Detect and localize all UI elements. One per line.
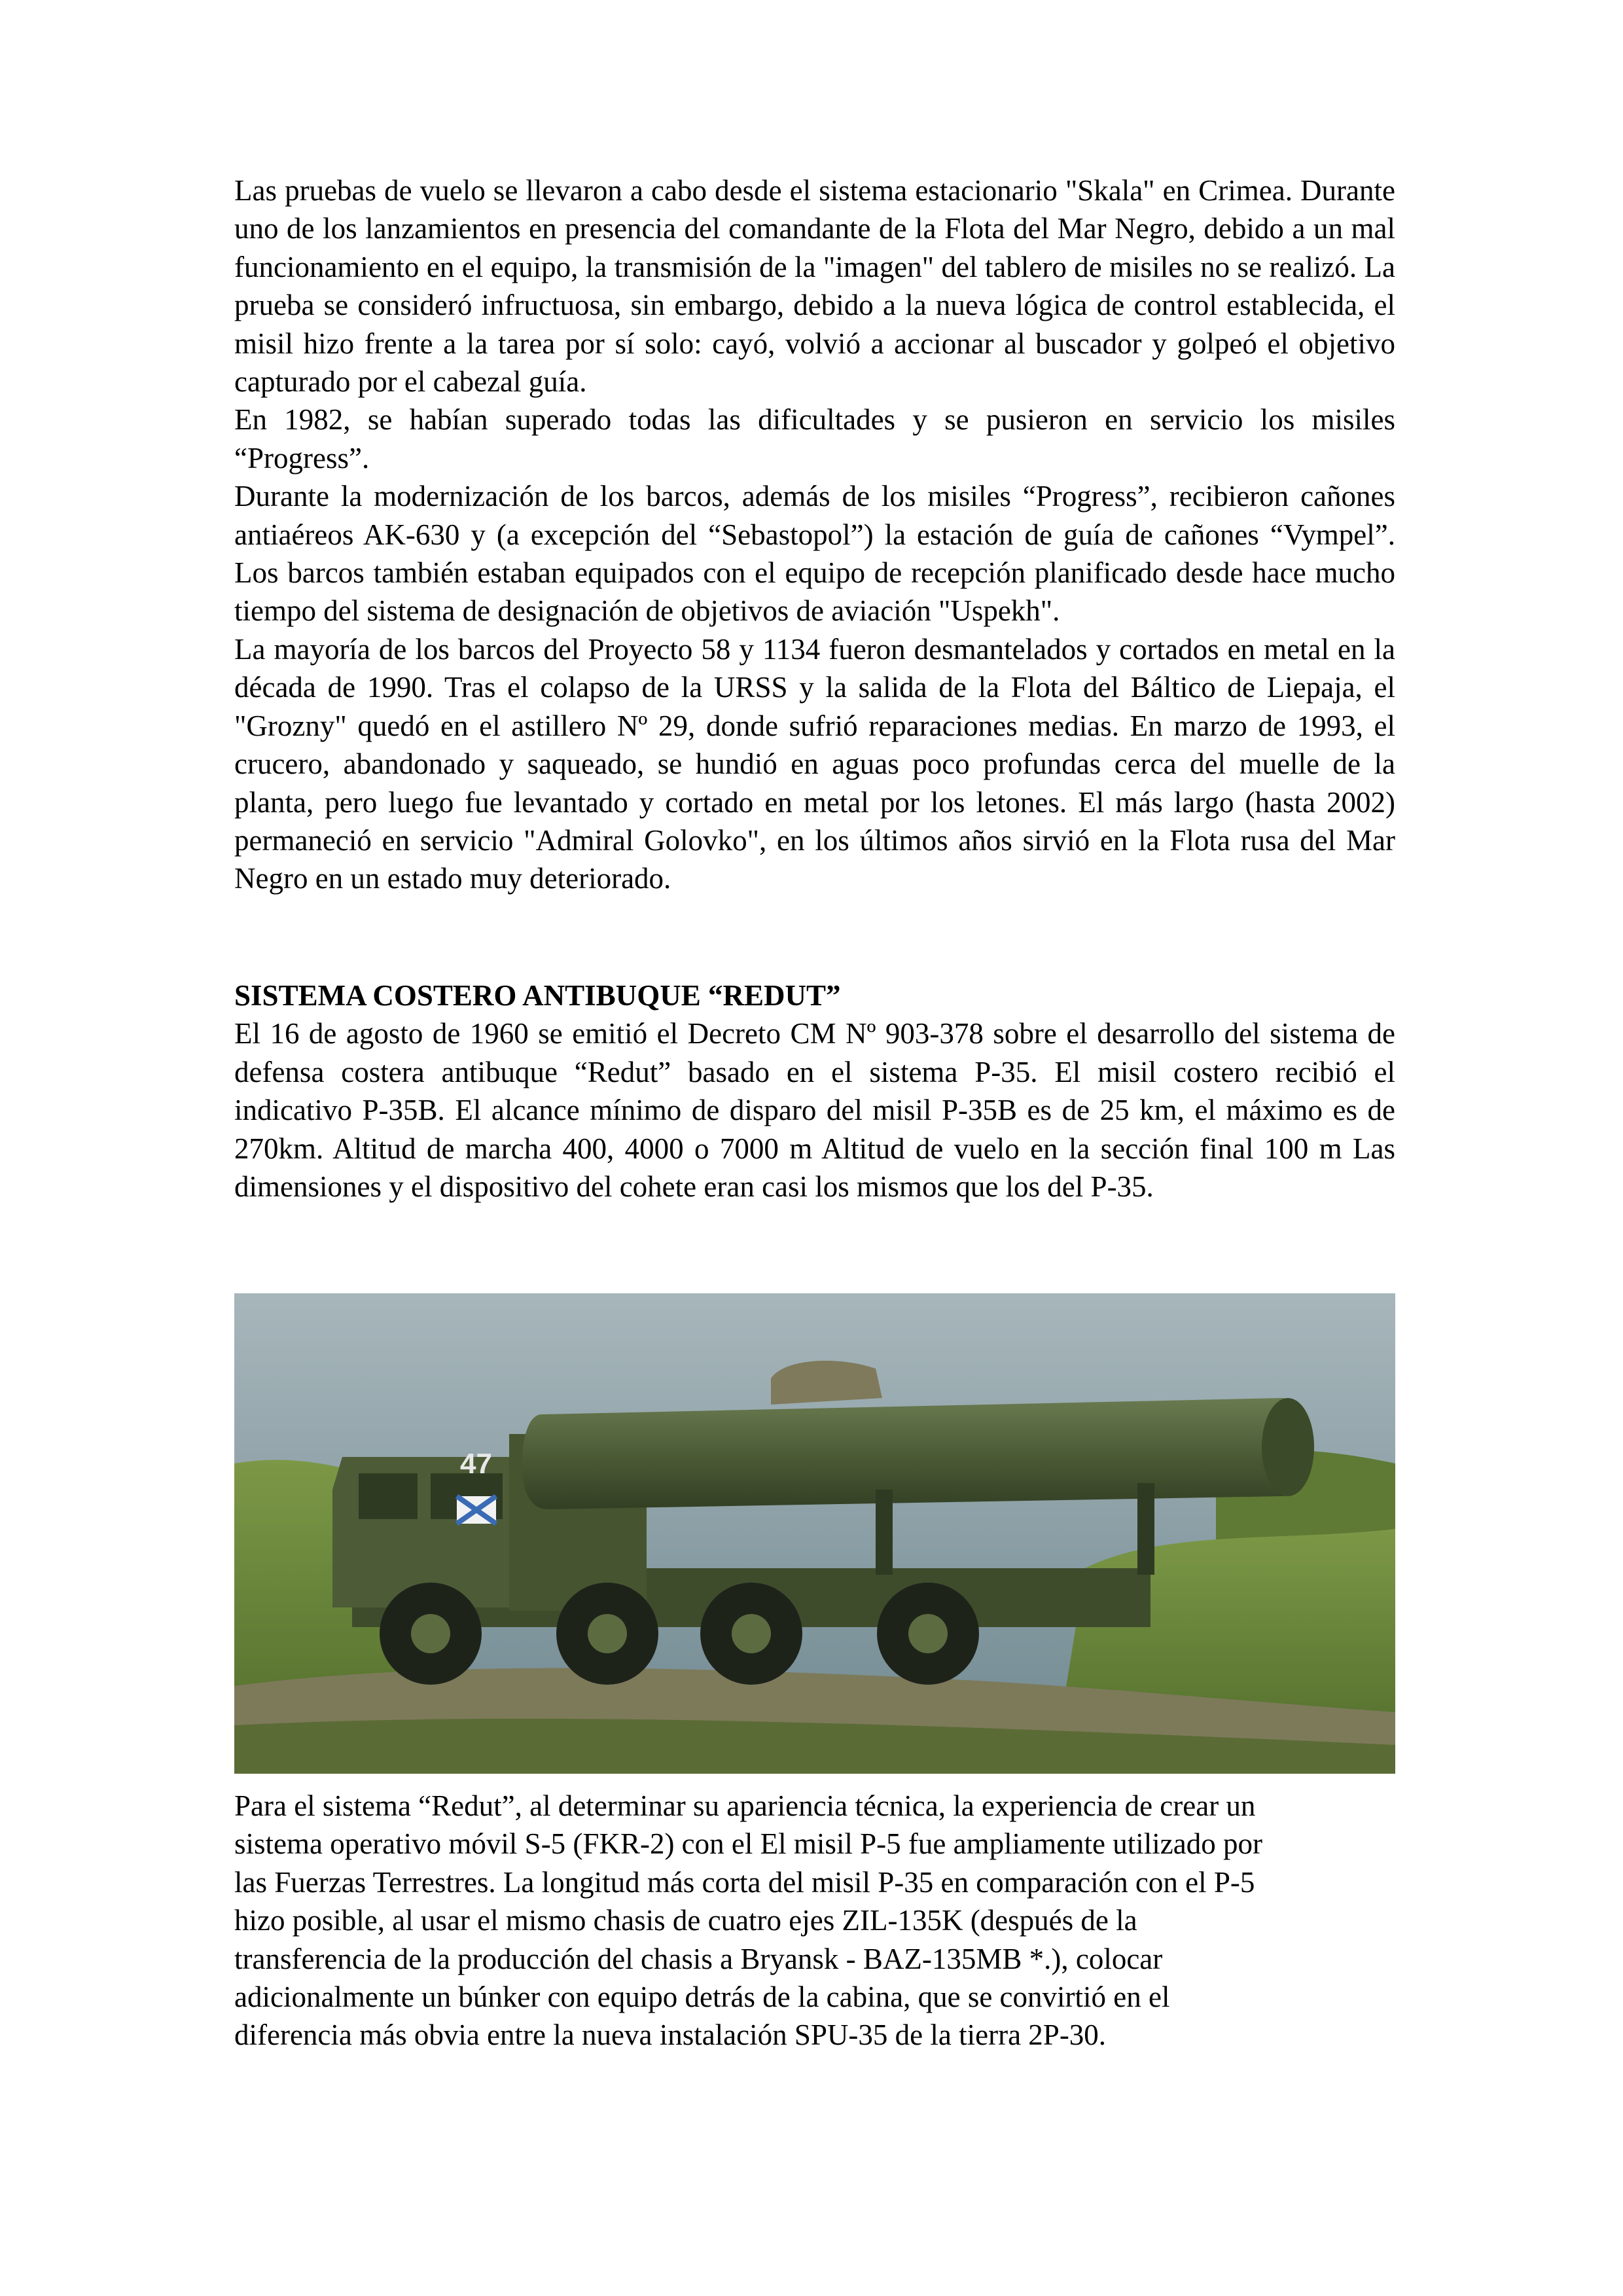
paragraph-redut-decree: El 16 de agosto de 1960 se emitió el Decreto CM Nº 903-378 sobre el desarrollo del sistema de defensa costera antibuque “Redut” basado en el sistema P-35. El misil costero recibió el indicativo P-35B. El alcance mínimo de disparo del misil P-35B es de 25 km, el máximo es de 270km. Altitud de marcha 400, 4000 o 7000 m Altitud de vuelo en la sección final 100 m Las dimensiones y el dispositivo del cohete eran casi los mismos que los del P-35.	[234, 1017, 1395, 1204]
text-line: adicionalmente un búnker con equipo detrás de la cabina, que se convirtió en el	[234, 1981, 1170, 2014]
paragraph-flight-tests: Las pruebas de vuelo se llevaron a cabo desde el sistema estacionario "Skala" en Crimea. Durante uno de los lanzamientos en presencia del comandante de la Flota del Mar Negro, debido a un mal funcionamiento en el equipo, la transmisión de la "imagen" del tablero de misiles no se realizó. La prueba se consideró infructuosa, sin embargo, debido a la nueva lógica de control establecida, el misil hizo frente a la tarea por sí solo: cayó, volvió a accionar al buscador y golpeó el objetivo capturado por el cabezal guía.	[234, 174, 1395, 399]
text-line: hizo posible, al usar el mismo chasis de cuatro ejes ZIL-135K (después de la	[234, 1904, 1137, 1937]
text-line: sistema operativo móvil S-5 (FKR-2) con el El misil P-5 fue ampliamente utilizado por	[234, 1827, 1262, 1861]
paragraph-progress-service: En 1982, se habían superado todas las dificultades y se pusieron en servicio los misiles “Progress”.	[234, 403, 1395, 475]
paragraph-decommission: La mayoría de los barcos del Proyecto 58 y 1134 fueron desmantelados y cortados en metal en la década de 1990. Tras el colapso de la URSS y la salida de la Flota del Báltico de Liepaja, el "Grozny" quedó en el astillero Nº 29, donde sufrió reparaciones medias. En marzo de 1993, el crucero, abandonado y saqueado, se hundió en aguas poco profundas cerca del muelle de la planta, pero luego fue levantado y cortado en metal por los letones. El más largo (hasta 2002) permaneció en servicio "Admiral Golovko", en los últimos años sirvió en la Flota rusa del Mar Negro en un estado muy deteriorado.	[234, 632, 1395, 895]
text-line: las Fuerzas Terrestres. La longitud más corta del misil P-35 en comparación con el P-5	[234, 1865, 1255, 1899]
launcher-truck-photo	[234, 1293, 1395, 1774]
text-line: diferencia más obvia entre la nueva instalación SPU-35 de la tierra 2P-30.	[234, 2018, 1107, 2052]
paragraph-modernization: Durante la modernización de los barcos, además de los misiles “Progress”, recibieron cañones antiaéreos AK-630 y (a excepción del “Sebastopol”) la estación de guía de cañones “Vympel”. Los barcos también estaban equipados con el equipo de recepción planificado desde hace mucho tiempo del sistema de designación de objetivos de aviación "Uspekh".	[234, 480, 1395, 628]
technical-appearance-section	[234, 1787, 1395, 2054]
text-line: Para el sistema “Redut”, al determinar su apariencia técnica, la experiencia de crear un	[234, 1789, 1256, 1822]
redut-section	[234, 977, 1395, 1206]
flight-tests-section	[234, 171, 1395, 898]
vehicle-number: 47	[460, 1448, 492, 1480]
text-line: transferencia de la producción del chasis a Bryansk - BAZ-135MB *.), colocar	[234, 1942, 1163, 1975]
section-heading-redut: SISTEMA COSTERO ANTIBUQUE “REDUT”	[234, 979, 841, 1012]
